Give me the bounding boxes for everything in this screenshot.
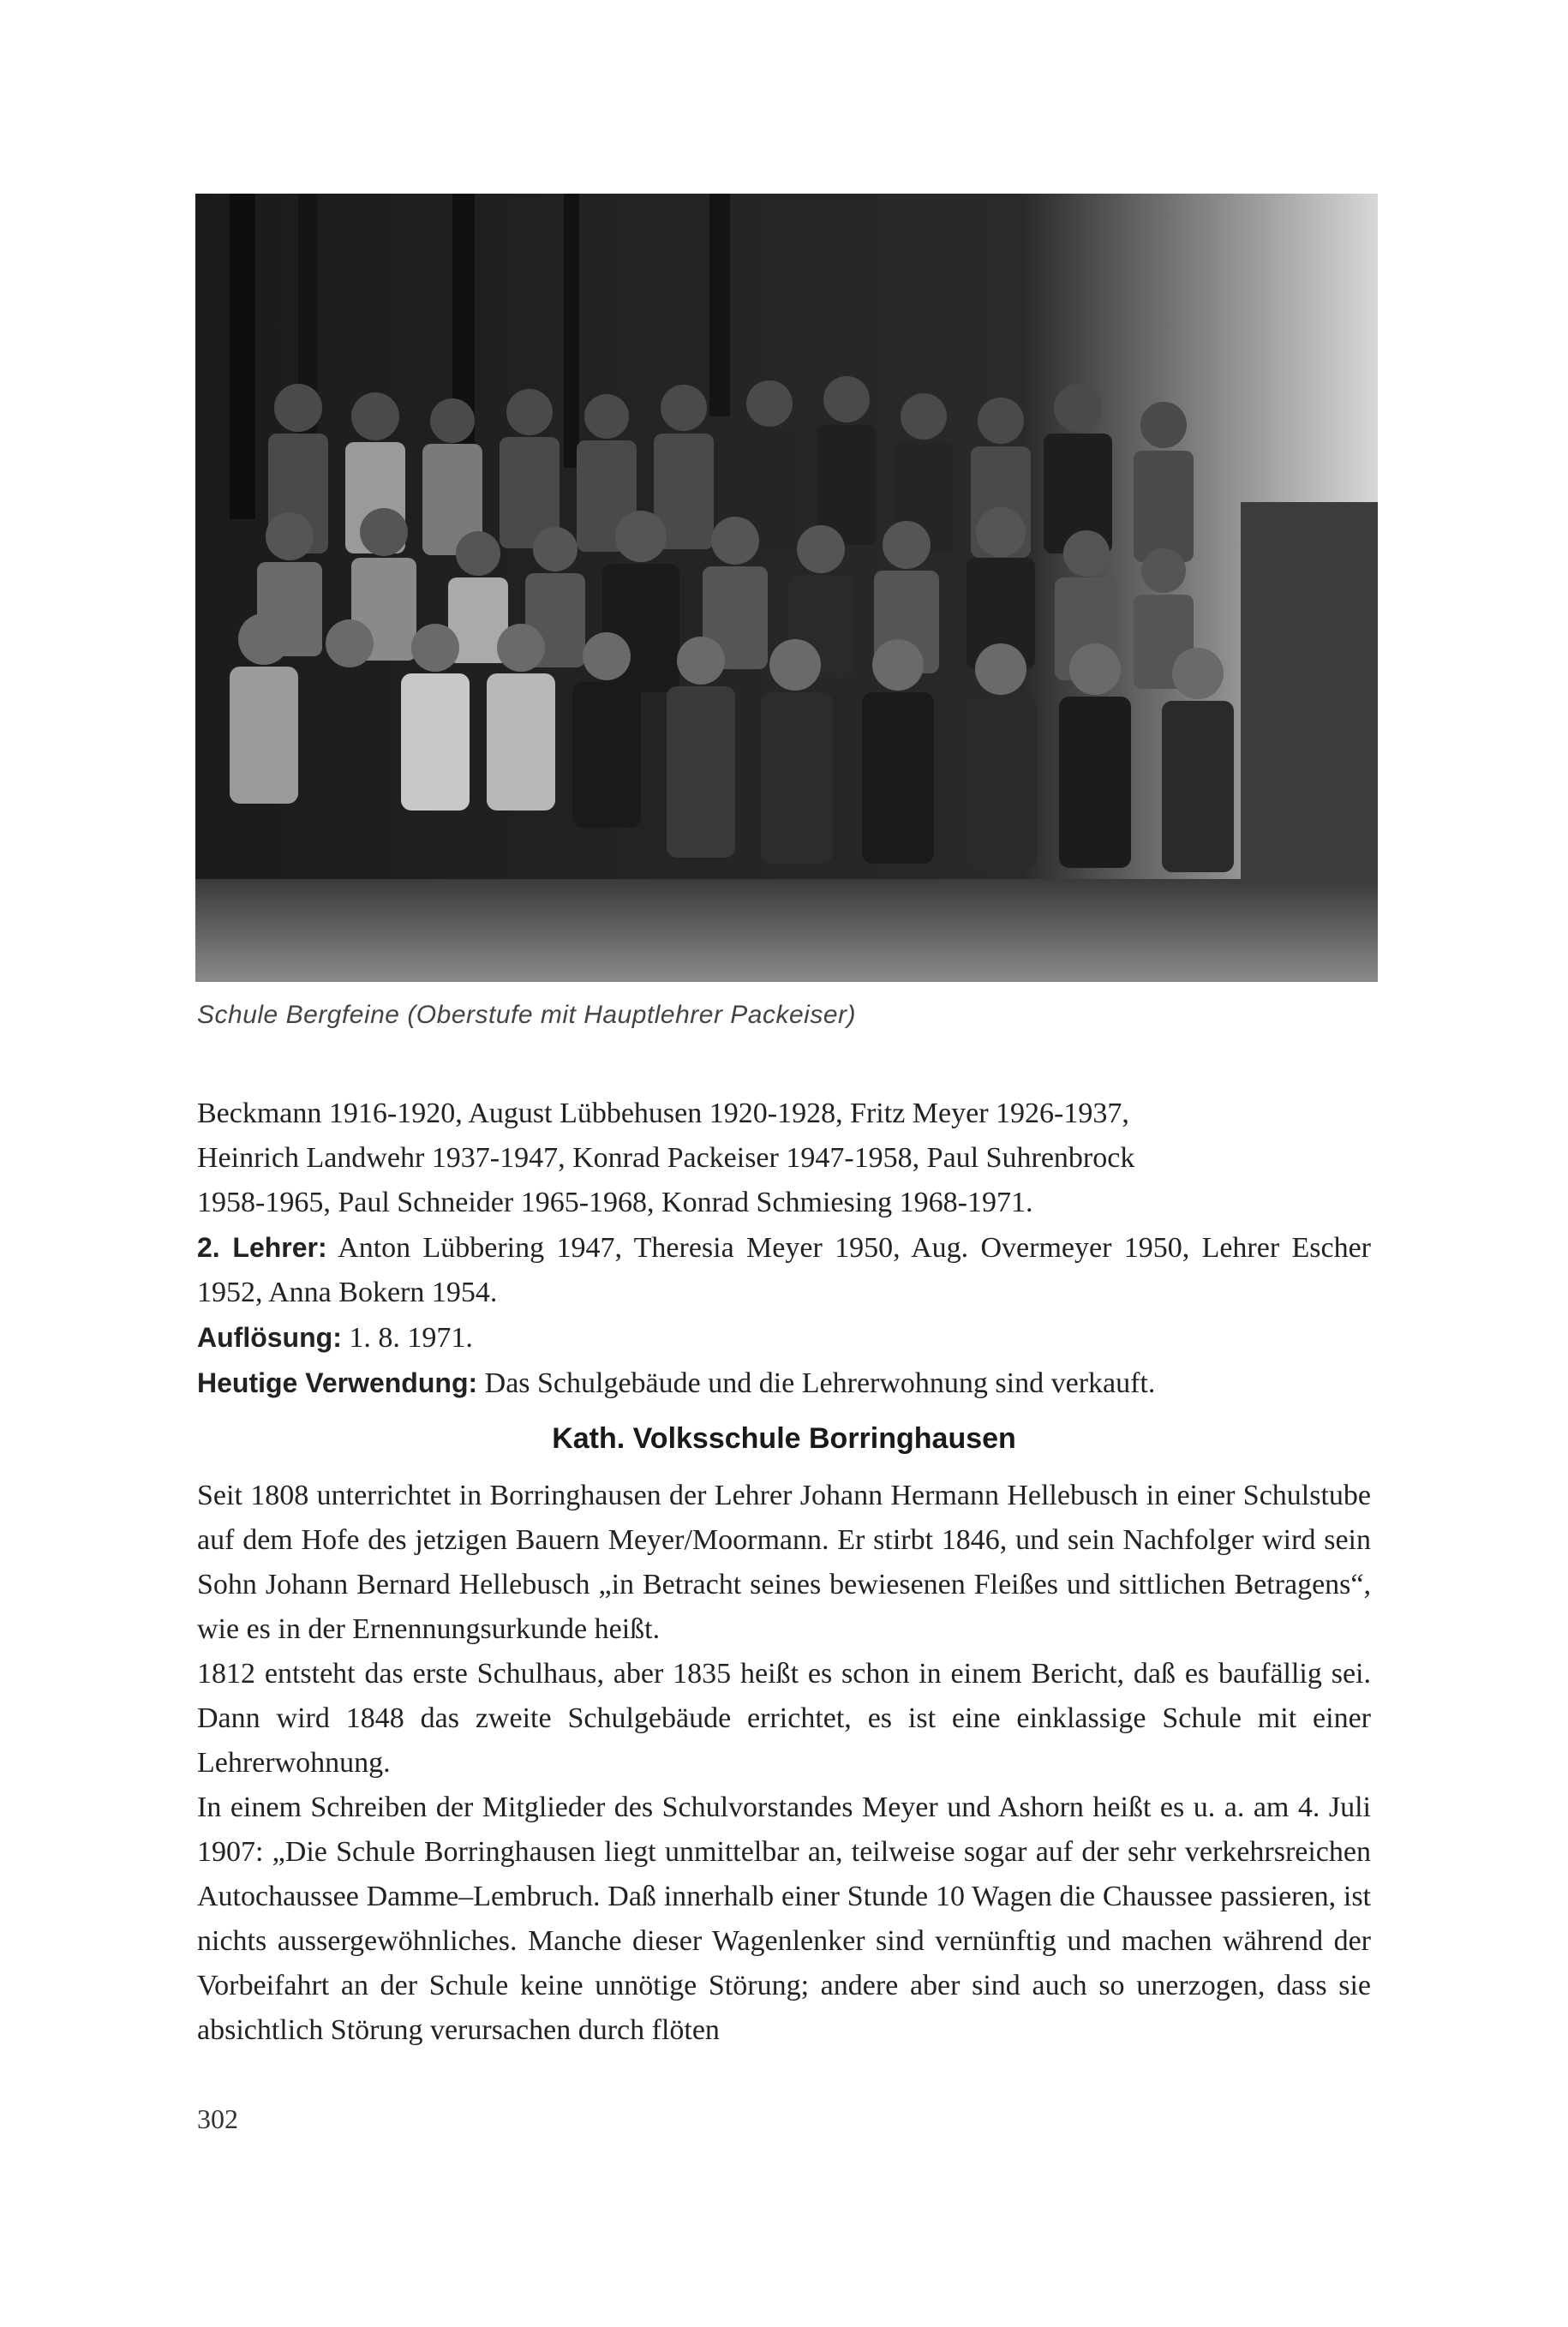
page-number: 302 xyxy=(197,2103,238,2134)
section-heading: Kath. Volksschule Borringhausen xyxy=(552,1422,1016,1455)
current-use-text: Das Schulgebäude und die Lehrerwohnung sind verkauft. xyxy=(477,1367,1156,1399)
paragraph: 1812 entsteht das erste Schulhaus, aber 1835 heißt es schon in einem Bericht, daß es baufällig sei. Dann wird 1848 das zweite Schulgebäude errichtet, es ist eine einklassige Schule mit einer Lehrerwohnung. xyxy=(197,1658,1371,1779)
closure-text: 1. 8. 1971. xyxy=(341,1322,473,1354)
text-line: 1958-1965, Paul Schneider 1965-1968, Konrad Schmiesing 1968-1971. xyxy=(197,1187,1033,1218)
paragraph: In einem Schreiben der Mitglieder des Schulvorstandes Meyer und Ashorn heißt es u. a. am 4. Juli 1907: „Die Schule Borringhausen liegt unmittelbar an, teilweise sogar auf der sehr verkehrsreichen Autochaussee Damme–Lembruch. Daß innerhalb einer Stunde 10 Wagen die Chaussee passieren, ist nichts aussergewöhnliches. Manche dieser Wagenlenker sind vernünftig und machen während der Vorbeifahrt an der Schule keine unnötige Störung; andere aber sind auch so unerzogen, dass sie absichtlich Störung verursachen durch flöten xyxy=(197,1792,1371,2046)
current-use-label: Heutige Verwendung: xyxy=(197,1367,478,1398)
closure-entry xyxy=(197,1315,1371,1361)
text-line: Beckmann 1916-1920, August Lübbehusen 1920-1928, Fritz Meyer 1926-1937, xyxy=(197,1098,1129,1129)
photo-caption: Schule Bergfeine (Oberstufe mit Hauptlehrer Packeiser) xyxy=(197,1001,857,1029)
class-photo-illustration xyxy=(195,194,1378,982)
paragraph: Seit 1808 unterrichtet in Borringhausen der Lehrer Johann Hermann Hellebusch in einer Schulstube auf dem Hofe des jetzigen Bauern Meyer/Moormann. Er stirbt 1846, und sein Nachfolger wird sein Sohn Johann Bernard Hellebusch „in Betracht seines bewiesenen Fleißes und sittlichen Betragens“, wie es in der Ernennungsurkunde heißt. xyxy=(197,1480,1371,1645)
class-photo xyxy=(195,194,1378,982)
second-teacher-label: 2. Lehrer: xyxy=(197,1232,327,1263)
text-line: Heinrich Landwehr 1937-1947, Konrad Packeiser 1947-1958, Paul Suhrenbrock xyxy=(197,1142,1135,1174)
current-use-entry xyxy=(197,1361,1371,1406)
teacher-list xyxy=(197,1092,1371,1406)
second-teacher-text: Anton Lübbering 1947, Theresia Meyer 1950, Aug. Overmeyer 1950, Lehrer Escher 1952, Anna Bokern 1954. xyxy=(197,1232,1372,1308)
closure-label: Auflösung: xyxy=(197,1322,342,1353)
second-teacher-entry xyxy=(197,1225,1371,1315)
school-history xyxy=(197,1474,1371,2053)
